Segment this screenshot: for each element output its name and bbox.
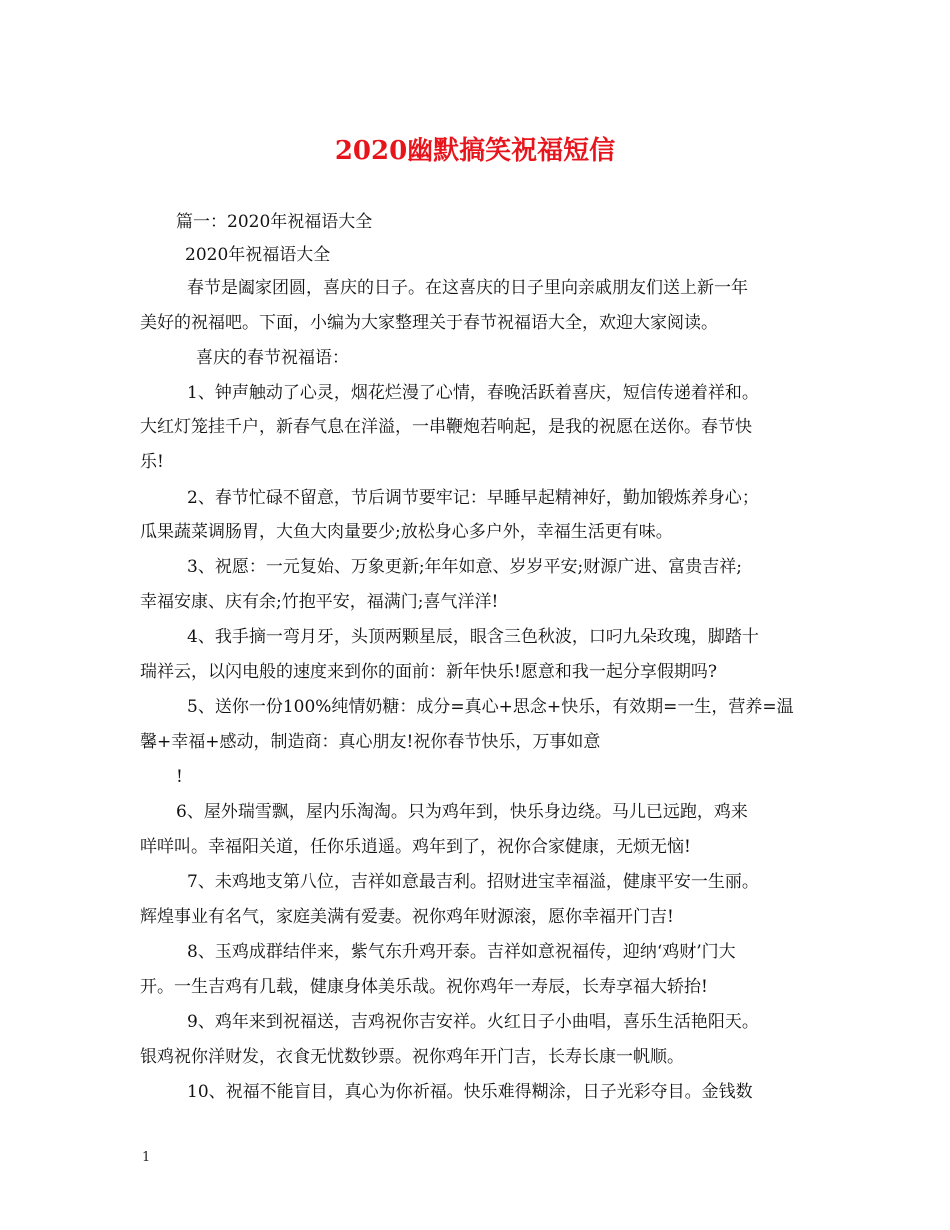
- text-line: 喜庆的春节祝福语：: [196, 348, 349, 368]
- text-line: 2、春节忙碌不留意，节后调节要牢记：早睡早起精神好，勤加锻炼养身心；: [187, 488, 759, 508]
- text-line: 乐!: [140, 452, 164, 472]
- text-line: 开。一生吉鸡有几载，健康身体美乐哉。祝你鸡年一寿辰，长寿享福大轿抬!: [140, 977, 708, 997]
- text-line: 6、屋外瑞雪飘，屋内乐淘淘。只为鸡年到，快乐身边绕。马儿已远跑，鸡来: [176, 802, 748, 822]
- text-line: 篇一：2020年祝福语大全: [176, 212, 373, 232]
- text-line: 辉煌事业有名气，家庭美满有爱妻。祝你鸡年财源滚，愿你幸福开门吉!: [140, 907, 674, 927]
- text-line: 2020年祝福语大全: [185, 245, 331, 265]
- text-line: 大红灯笼挂千户，新春气息在洋溢，一串鞭炮若响起，是我的祝愿在送你。春节快: [140, 417, 752, 437]
- text-line: 咩咩叫。幸福阳关道，任你乐逍遥。鸡年到了，祝你合家健康，无烦无恼!: [140, 837, 691, 857]
- document-title: 2020幽默搞笑祝福短信: [334, 136, 616, 166]
- text-line: 8、玉鸡成群结伴来，紫气东升鸡开泰。吉祥如意祝福传，迎纳‘鸡财’门大: [187, 942, 736, 962]
- text-line: 1、钟声触动了心灵，烟花烂漫了心情，春晚活跃着喜庆，短信传递着祥和。: [187, 383, 759, 403]
- page-number: 1: [142, 1150, 151, 1165]
- text-line: 5、送你一份100%纯情奶糖：成分=真心+思念+快乐，有效期=一生，营养=温: [187, 697, 794, 717]
- text-line: !: [176, 767, 183, 787]
- text-line: 10、祝福不能盲目，真心为你祈福。快乐难得糊涂，日子光彩夺目。金钱数: [187, 1082, 753, 1102]
- text-line: 馨+幸福+感动，制造商：真心朋友!祝你春节快乐，万事如意: [140, 732, 601, 752]
- text-line: 4、我手摘一弯月牙，头顶两颗星辰，眼含三色秋波，口叼九朵玫瑰，脚踏十: [187, 627, 759, 647]
- text-line: 幸福安康、庆有余;竹抱平安，福满门;喜气洋洋!: [140, 592, 499, 612]
- text-line: 春节是阖家团圆，喜庆的日子。在这喜庆的日子里向亲戚朋友们送上新一年: [187, 278, 748, 298]
- text-line: 美好的祝福吧。下面，小编为大家整理关于春节祝福语大全，欢迎大家阅读。: [140, 313, 718, 333]
- text-line: 瑞祥云，以闪电般的速度来到你的面前：新年快乐!愿意和我一起分享假期吗?: [140, 662, 717, 682]
- text-line: 3、祝愿：一元复始、万象更新;年年如意、岁岁平安;财源广进、富贵吉祥;: [187, 557, 742, 577]
- text-line: 银鸡祝你洋财发，衣食无忧数钞票。祝你鸡年开门吉，长寿长康一帆顺。: [140, 1047, 684, 1067]
- text-line: 7、未鸡地支第八位，吉祥如意最吉利。招财进宝幸福溢，健康平安一生丽。: [187, 872, 759, 892]
- text-line: 瓜果蔬菜调肠胃，大鱼大肉量要少;放松身心多户外，幸福生活更有味。: [140, 522, 673, 542]
- text-line: 9、鸡年来到祝福送，吉鸡祝你吉安祥。火红日子小曲唱，喜乐生活艳阳天。: [187, 1012, 759, 1032]
